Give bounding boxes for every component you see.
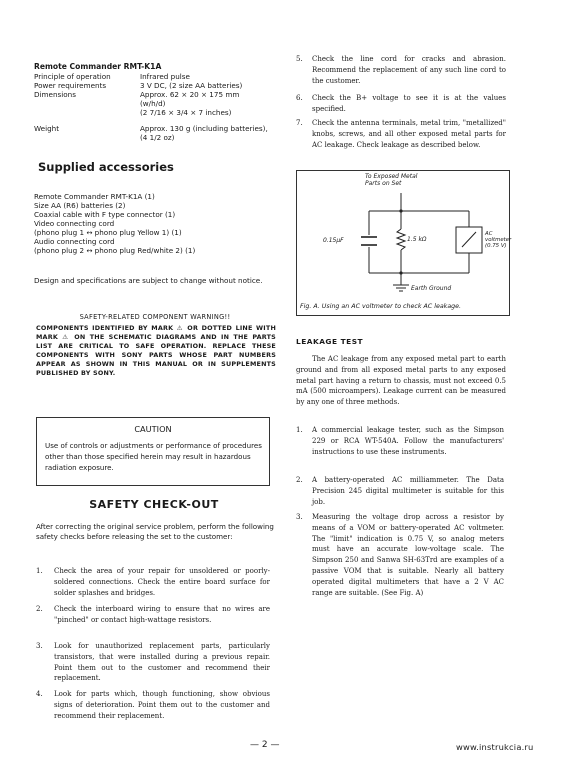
item-text: A commercial leakage tester, such as the Simpson 229 or RCA WT-540A. Follow the manufacturers' instructions to use these instruments.: [312, 426, 504, 456]
item-number: 1.: [36, 567, 43, 575]
spec-value: 3 V DC, (2 size AA batteries): [140, 81, 243, 90]
warning-text: COMPONENTS IDENTIFIED BY MARK ⚠ OR DOTTED LINE WITH MARK ⚠ ON THE SCHEMATIC DIAGRAMS AND IN THE PARTS LIST ARE CRITICAL TO SAFE OPERATION. REPLACE THESE COMPONENTS WITH SONY PARTS WHOSE PART NUMBERS APPEAR AS SHOWN IN THIS MANUAL OR IN SUPPLEMENTS PUBLISHED BY SONY.: [36, 324, 276, 377]
caution-text: Use of controls or adjustments or performance of procedures other than those specified herein may result in hazardous radiation exposure.: [45, 441, 262, 472]
spec-title: Remote Commander RMT-K1A: [34, 62, 162, 71]
item-number: 3.: [296, 513, 303, 521]
accessory-line: Remote Commander RMT-K1A (1): [34, 192, 155, 201]
safety-intro: After correcting the original service problem, perform the following safety checks before releasing the set to the customer:: [36, 522, 274, 541]
capacitor-label: 0.15μF: [323, 237, 344, 244]
item-number: 3.: [36, 642, 43, 650]
spec-value: Approx. 62 × 20 × 175 mm: [140, 90, 240, 99]
voltmeter-label: AC voltmeter (0.75 V): [485, 231, 512, 249]
accessory-line: Video connecting cord: [34, 219, 115, 228]
spec-label: Dimensions: [34, 90, 76, 99]
item-text: Check the interboard wiring to ensure that no wires are "pinched" or contact high-wattage resistors.: [54, 605, 270, 624]
figure-caption: Fig. A. Using an AC voltmeter to check AC leakage.: [300, 303, 462, 310]
item-number: 6.: [296, 94, 303, 102]
spec-value: (4 1/2 oz): [140, 133, 175, 142]
item-text: Check the line cord for cracks and abrasion. Recommend the replacement of any such line cord to the customer.: [312, 55, 506, 85]
accessory-line: (phono plug 2 ↔ phono plug Red/white 2) (1): [34, 246, 196, 255]
earth-ground-label: Earth Ground: [411, 285, 452, 292]
item-text: Check the B+ voltage to see it is at the values specified.: [312, 94, 506, 113]
spec-value: (2 7/16 × 3/4 × 7 inches): [140, 108, 232, 117]
leakage-paragraph: The AC leakage from any exposed metal part to earth ground and from all exposed metal parts to any exposed metal part having a return to chassis, must not exceed 0.5 mA (500 microampers). Leakage current can be measured by any one of three methods.: [296, 355, 506, 407]
item-number: 1.: [296, 426, 303, 434]
spec-value: (w/h/d): [140, 99, 166, 108]
accessory-line: Size AA (R6) batteries (2): [34, 201, 126, 210]
item-number: 2.: [296, 476, 303, 484]
figure-a-leakage-circuit: [296, 170, 510, 316]
site-watermark: www.instrukcia.ru: [456, 742, 534, 752]
caution-title: CAUTION: [134, 424, 172, 434]
item-number: 7.: [296, 119, 303, 127]
accessory-line: Audio connecting cord: [34, 237, 115, 246]
design-note: Design and specifications are subject to change without notice.: [34, 276, 263, 285]
page-number: — 2 —: [250, 740, 280, 750]
safety-checkout-heading: SAFETY CHECK-OUT: [89, 498, 219, 511]
warning-title: SAFETY-RELATED COMPONENT WARNING!!: [79, 313, 231, 321]
figure-top-label: To Exposed Metal Parts on Set: [365, 173, 418, 187]
item-text: Look for unauthorized replacement parts, particularly transistors, that were installed during a previous repair. Point them out to the customer and recommend their replacement.: [54, 642, 270, 683]
item-text: Check the antenna terminals, metal trim, "metallized" knobs, screws, and all other exposed metal parts for AC leakage. Check leakage as described below.: [312, 119, 506, 149]
leakage-circuit-diagram: [297, 171, 512, 301]
accessory-line: (phono plug 1 ↔ phono plug Yellow 1) (1): [34, 228, 182, 237]
supplied-accessories-heading: Supplied accessories: [38, 160, 174, 174]
accessory-line: Coaxial cable with F type connector (1): [34, 210, 176, 219]
item-number: 5.: [296, 55, 303, 63]
spec-value: Infrared pulse: [140, 72, 190, 81]
item-number: 4.: [36, 690, 43, 698]
resistor-label: 1.5 kΩ: [407, 236, 427, 243]
item-text: A battery-operated AC milliammeter. The Data Precision 245 digital multimeter is suitable for this job.: [312, 476, 504, 506]
leakage-test-heading: LEAKAGE TEST: [296, 337, 364, 346]
item-number: 2.: [36, 605, 43, 613]
spec-label: Weight: [34, 124, 60, 133]
item-text: Look for parts which, though functioning, show obvious signs of deterioration. Point them out to the customer and recommend their replacement.: [54, 690, 270, 720]
caution-box: [36, 417, 270, 486]
item-text: Measuring the voltage drop across a resistor by means of a VOM or battery-operated AC voltmeter. The "limit" indication is 0.75 V, so analog meters must have an accurate low-voltage scale. The Simpson 250 and Sanwa SH-63Trd are examples of a passive VOM that is suitable. Nearly all battery operated digital multimeters that have a 2 V AC range are suitable. (See Fig. A): [312, 513, 504, 597]
accessories-list: [34, 192, 274, 255]
spec-label: Principle of operation: [34, 72, 111, 81]
item-text: Check the area of your repair for unsoldered or poorly-soldered connections. Check the entire board surface for solder splashes and bridges.: [54, 567, 270, 597]
spec-value: Approx. 130 g (including batteries),: [140, 124, 268, 133]
spec-label: Power requirements: [34, 81, 107, 90]
